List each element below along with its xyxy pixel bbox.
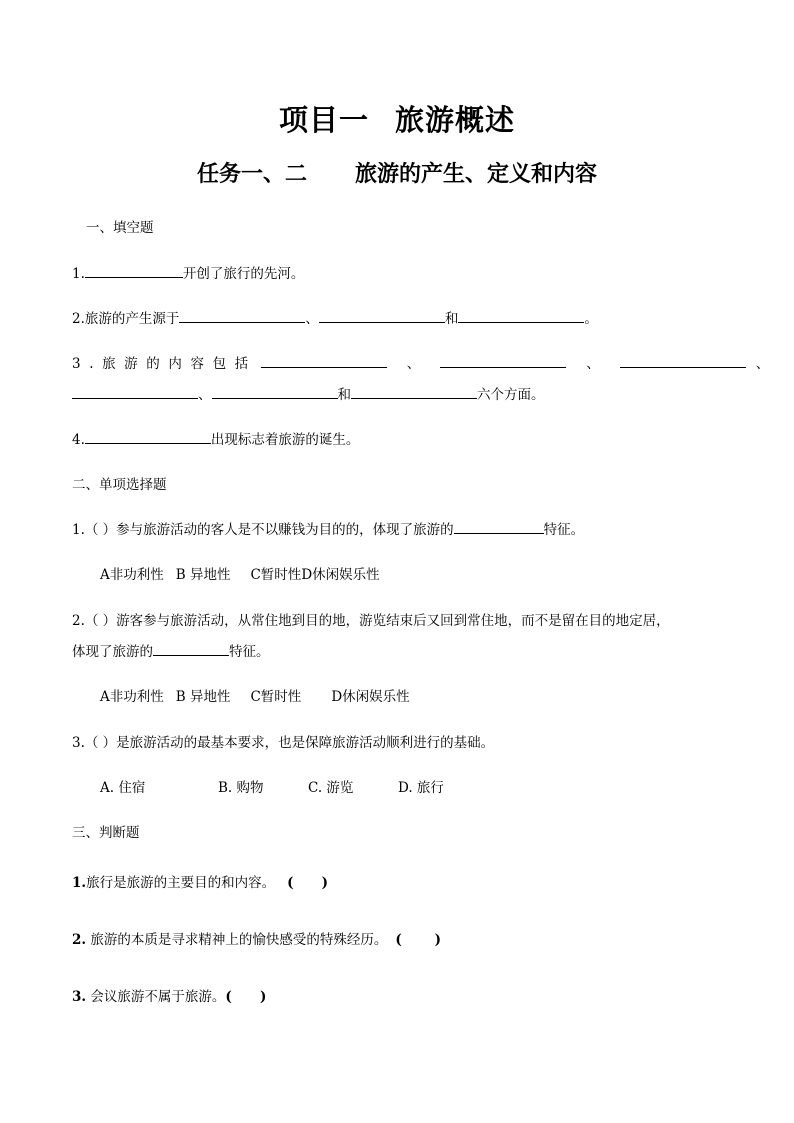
page-title <box>0 98 794 139</box>
s1-question-1: 1. 开创了旅行的先河。 <box>72 266 305 282</box>
s2-q2-options <box>100 685 410 705</box>
s1-question-3-line1: 3.旅游的内容包括 、 、 、 <box>72 356 770 372</box>
blank[interactable] <box>440 355 566 368</box>
answer-paren[interactable]: ( ) <box>395 932 442 948</box>
option-b[interactable]: B. 购物 <box>218 780 264 796</box>
subtitle-left: 任务一、二 <box>196 161 307 187</box>
blank[interactable] <box>319 310 445 323</box>
blank[interactable] <box>454 521 544 534</box>
title-right: 旅游概述 <box>395 103 516 137</box>
option-a[interactable]: A非功利性 <box>100 689 164 705</box>
blank[interactable] <box>351 386 477 399</box>
section1-heading: 一、填空题 <box>86 220 154 236</box>
option-d[interactable]: D休闲娱乐性 <box>301 567 380 583</box>
answer-paren[interactable]: ( ) <box>287 875 329 891</box>
option-a[interactable]: A. 住宿 <box>100 780 146 796</box>
blank[interactable] <box>153 643 229 656</box>
s1-question-2: 2.旅游的产生源于 、 和 。 <box>72 311 598 327</box>
s3-question-2: 2. 旅游的本质是寻求精神上的愉快感受的特殊经历。 ( ) <box>72 932 442 948</box>
option-b[interactable]: B 异地性 <box>175 689 231 705</box>
s2-question-1: 1.（ ）参与旅游活动的客人是不以赚钱为目的的，体现了旅游的 特征。 <box>72 522 585 538</box>
s3-question-1: 1.旅行是旅游的主要目的和内容。 ( ) <box>72 875 329 891</box>
s2-question-2-line2: 体现了旅游的 特征。 <box>72 644 270 660</box>
blank[interactable] <box>85 431 211 444</box>
blank[interactable] <box>212 386 338 399</box>
section2-heading: 二、单项选择题 <box>72 477 167 493</box>
s2-question-2-line1: 2.（ ）游客参与旅游活动，从常住地到目的地，游览结束后又回到常住地，而不是留在目的地定居， <box>72 613 670 629</box>
s3-question-3: 3. 会议旅游不属于旅游。( ) <box>72 989 267 1005</box>
s2-q1-options <box>100 563 380 583</box>
blank[interactable] <box>85 265 183 278</box>
option-b[interactable]: B 异地性 <box>175 567 231 583</box>
blank[interactable] <box>458 310 584 323</box>
option-c[interactable]: C暂时性 <box>250 689 302 705</box>
section3-heading: 三、判断题 <box>72 825 140 841</box>
option-c[interactable]: C暂时性 <box>250 567 302 583</box>
blank[interactable] <box>620 355 746 368</box>
s1-question-4: 4. 出现标志着旅游的诞生。 <box>72 432 360 448</box>
option-c[interactable]: C. 游览 <box>308 780 354 796</box>
title-left: 项目一 <box>278 103 369 137</box>
subtitle-right: 旅游的产生、定义和内容 <box>355 161 598 187</box>
blank[interactable] <box>72 386 198 399</box>
answer-paren[interactable]: ( ) <box>225 989 267 1005</box>
blank[interactable] <box>179 310 305 323</box>
option-d[interactable]: D. 旅行 <box>398 780 444 796</box>
page-subtitle <box>0 157 794 188</box>
option-d[interactable]: D休闲娱乐性 <box>331 689 410 705</box>
option-a[interactable]: A非功利性 <box>100 567 164 583</box>
s2-q3-options <box>100 776 444 796</box>
s1-question-3-line2: 、 和 六个方面。 <box>72 383 545 403</box>
s2-question-3: 3.（ ）是旅游活动的最基本要求，也是保障旅游活动顺利进行的基础。 <box>72 735 495 751</box>
blank[interactable] <box>261 355 387 368</box>
